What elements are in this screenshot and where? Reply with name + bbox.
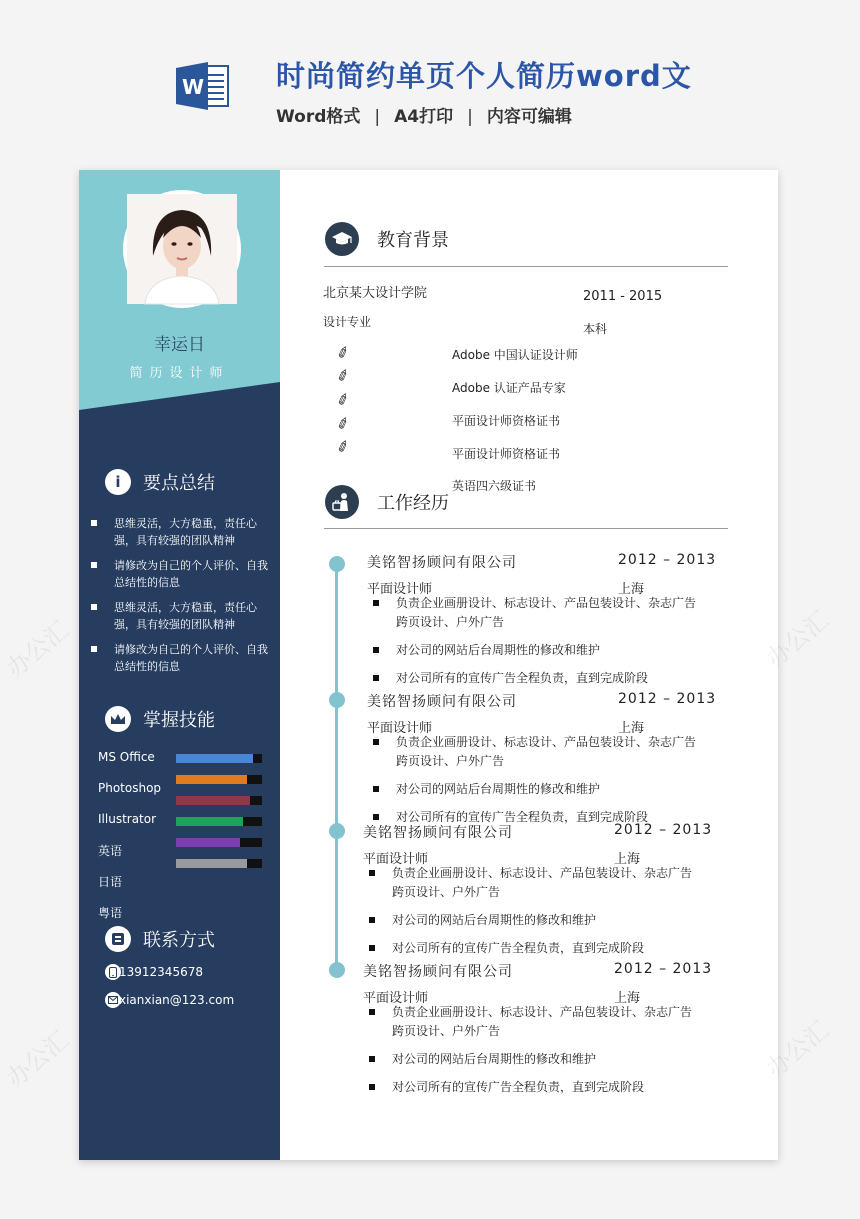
job-duty: 负责企业画册设计、标志设计、产品包装设计、杂志广告跨页设计、户外广告 xyxy=(367,594,707,632)
job-period: 2012 – 2013 xyxy=(614,822,713,838)
info-icon: i xyxy=(105,469,131,495)
diploma-icon: ✐ xyxy=(334,413,353,435)
job-period: 2012 – 2013 xyxy=(614,961,713,977)
school-name: 北京某大设计学院 xyxy=(323,286,428,301)
job-duties xyxy=(363,864,703,967)
resume-page xyxy=(79,170,778,1160)
skill-label: 日语 xyxy=(98,875,123,889)
job-duty: 负责企业画册设计、标志设计、产品包装设计、杂志广告跨页设计、户外广告 xyxy=(363,1003,703,1041)
job-duties xyxy=(367,733,707,836)
job-duty: 对公司的网站后台周期性的修改和维护 xyxy=(363,1050,703,1069)
job-position: 平面设计师 xyxy=(363,852,429,867)
job-entry xyxy=(367,691,727,824)
job-location: 上海 xyxy=(614,852,641,867)
job-duty: 对公司所有的宣传广告全程负责，直到完成阶段 xyxy=(363,1078,703,1097)
timeline-dot xyxy=(329,823,345,839)
job-period: 2012 – 2013 xyxy=(618,552,717,568)
skill-bar xyxy=(176,754,262,763)
job-position: 平面设计师 xyxy=(363,991,429,1006)
summary-title: 要点总结 xyxy=(143,473,215,494)
work-divider xyxy=(324,528,728,529)
summary-item: 思维灵活，大方稳重，责任心强，具有较强的团队精神 xyxy=(89,599,274,633)
certificate-item: Adobe 认证产品专家 xyxy=(452,381,566,395)
skill-bar-fill xyxy=(176,817,243,826)
email-address: xianxian@123.com xyxy=(119,993,235,1007)
job-duty: 对公司的网站后台周期性的修改和维护 xyxy=(367,641,707,660)
summary-item: 请修改为自己的个人评价、自我总结性的信息 xyxy=(89,557,274,591)
skill-bar xyxy=(176,796,262,805)
skill-bar xyxy=(176,838,262,847)
contact-phone xyxy=(105,964,203,980)
timeline-dot xyxy=(329,556,345,572)
resume-sidebar xyxy=(79,170,280,1160)
contact-heading xyxy=(105,926,215,952)
page-header xyxy=(0,0,860,170)
diploma-icon: ✐ xyxy=(334,365,353,387)
certificate-item: Adobe 中国认证设计师 xyxy=(452,348,578,362)
summary-item: 请修改为自己的个人评价、自我总结性的信息 xyxy=(89,641,274,675)
avatar xyxy=(127,194,237,304)
watermark: 办公汇 xyxy=(1,1025,75,1094)
briefcase-person-icon xyxy=(325,485,359,519)
watermark: 办公汇 xyxy=(761,605,835,674)
job-duty: 对公司的网站后台周期性的修改和维护 xyxy=(363,911,703,930)
tag-separator: | xyxy=(374,107,381,127)
tag-separator: | xyxy=(467,107,473,127)
job-entry xyxy=(367,552,727,685)
education-heading xyxy=(325,222,449,256)
skill-bar-fill xyxy=(176,754,253,763)
skill-bar-fill xyxy=(176,838,240,847)
job-duties xyxy=(367,594,707,697)
job-duty: 负责企业画册设计、标志设计、产品包装设计、杂志广告跨页设计、户外广告 xyxy=(363,864,703,902)
word-logo-icon xyxy=(176,60,230,112)
tag-format: Word格式 xyxy=(276,107,361,127)
certificate-item: 平面设计师资格证书 xyxy=(452,447,561,461)
watermark: 办公汇 xyxy=(1,615,75,684)
profile-photo xyxy=(123,190,241,308)
skill-bar-fill xyxy=(176,859,247,868)
job-duty: 对公司所有的宣传广告全程负责，直到完成阶段 xyxy=(367,669,707,688)
job-position: 平面设计师 xyxy=(367,721,433,736)
skill-bar xyxy=(176,775,262,784)
job-company: 美铭智扬顾问有限公司 xyxy=(367,555,517,571)
job-duty: 对公司所有的宣传广告全程负责，直到完成阶段 xyxy=(367,808,707,827)
timeline-dot xyxy=(329,962,345,978)
job-entry xyxy=(363,822,723,955)
job-location: 上海 xyxy=(618,582,645,597)
profile-name: 幸运日 xyxy=(154,335,205,355)
work-title: 工作经历 xyxy=(377,493,449,514)
work-heading xyxy=(325,485,449,519)
diploma-icon: ✐ xyxy=(334,342,353,364)
certificate-item: 平面设计师资格证书 xyxy=(452,414,561,428)
skill-label: MS Office xyxy=(98,750,155,764)
watermark: 办公汇 xyxy=(761,1015,835,1084)
skill-bar-fill xyxy=(176,796,250,805)
tag-editable: 内容可编辑 xyxy=(486,107,572,127)
contact-card-icon xyxy=(105,926,131,952)
job-position: 平面设计师 xyxy=(367,582,433,597)
job-entry xyxy=(363,961,723,1094)
document-title: 时尚简约单页个人简历word文 xyxy=(276,59,692,93)
education-divider xyxy=(324,266,728,267)
job-duty: 负责企业画册设计、标志设计、产品包装设计、杂志广告跨页设计、户外广告 xyxy=(367,733,707,771)
summary-heading xyxy=(105,469,215,495)
job-company: 美铭智扬顾问有限公司 xyxy=(363,825,513,841)
skill-label: Illustrator xyxy=(98,812,157,826)
summary-item: 思维灵活，大方稳重，责任心强，具有较强的团队精神 xyxy=(89,515,274,549)
contact-email xyxy=(105,992,235,1008)
major: 设计专业 xyxy=(323,315,372,329)
tag-print: A4打印 xyxy=(394,107,454,127)
phone-number: 13912345678 xyxy=(119,965,203,979)
job-duties xyxy=(363,1003,703,1106)
education-period: 2011 - 2015 xyxy=(583,289,663,304)
job-location: 上海 xyxy=(618,721,645,736)
job-period: 2012 – 2013 xyxy=(618,691,717,707)
skill-label: Photoshop xyxy=(98,781,162,795)
job-location: 上海 xyxy=(614,991,641,1006)
contact-title: 联系方式 xyxy=(143,930,215,951)
job-company: 美铭智扬顾问有限公司 xyxy=(363,964,513,980)
skill-bar xyxy=(176,817,262,826)
skills-heading xyxy=(105,706,215,732)
skills-title: 掌握技能 xyxy=(143,710,215,731)
graduation-cap-icon xyxy=(325,222,359,256)
timeline-line xyxy=(335,564,338,970)
certificate-item: 英语四六级证书 xyxy=(452,479,537,493)
skill-bar xyxy=(176,859,262,868)
summary-list xyxy=(89,515,274,683)
diploma-icon: ✐ xyxy=(334,389,353,411)
document-tags xyxy=(276,102,572,127)
diploma-icon: ✐ xyxy=(334,436,353,458)
degree: 本科 xyxy=(583,322,608,336)
profile-role: 简历设计师 xyxy=(129,366,230,381)
skill-label: 英语 xyxy=(98,844,123,858)
timeline-dot xyxy=(329,692,345,708)
skill-label: 粤语 xyxy=(98,906,123,920)
skill-bar-fill xyxy=(176,775,247,784)
job-company: 美铭智扬顾问有限公司 xyxy=(367,694,517,710)
svg-text:W: W xyxy=(182,75,205,99)
job-duty: 对公司的网站后台周期性的修改和维护 xyxy=(367,780,707,799)
education-title: 教育背景 xyxy=(377,230,449,251)
job-duty: 对公司所有的宣传广告全程负责，直到完成阶段 xyxy=(363,939,703,958)
crown-icon xyxy=(105,706,131,732)
